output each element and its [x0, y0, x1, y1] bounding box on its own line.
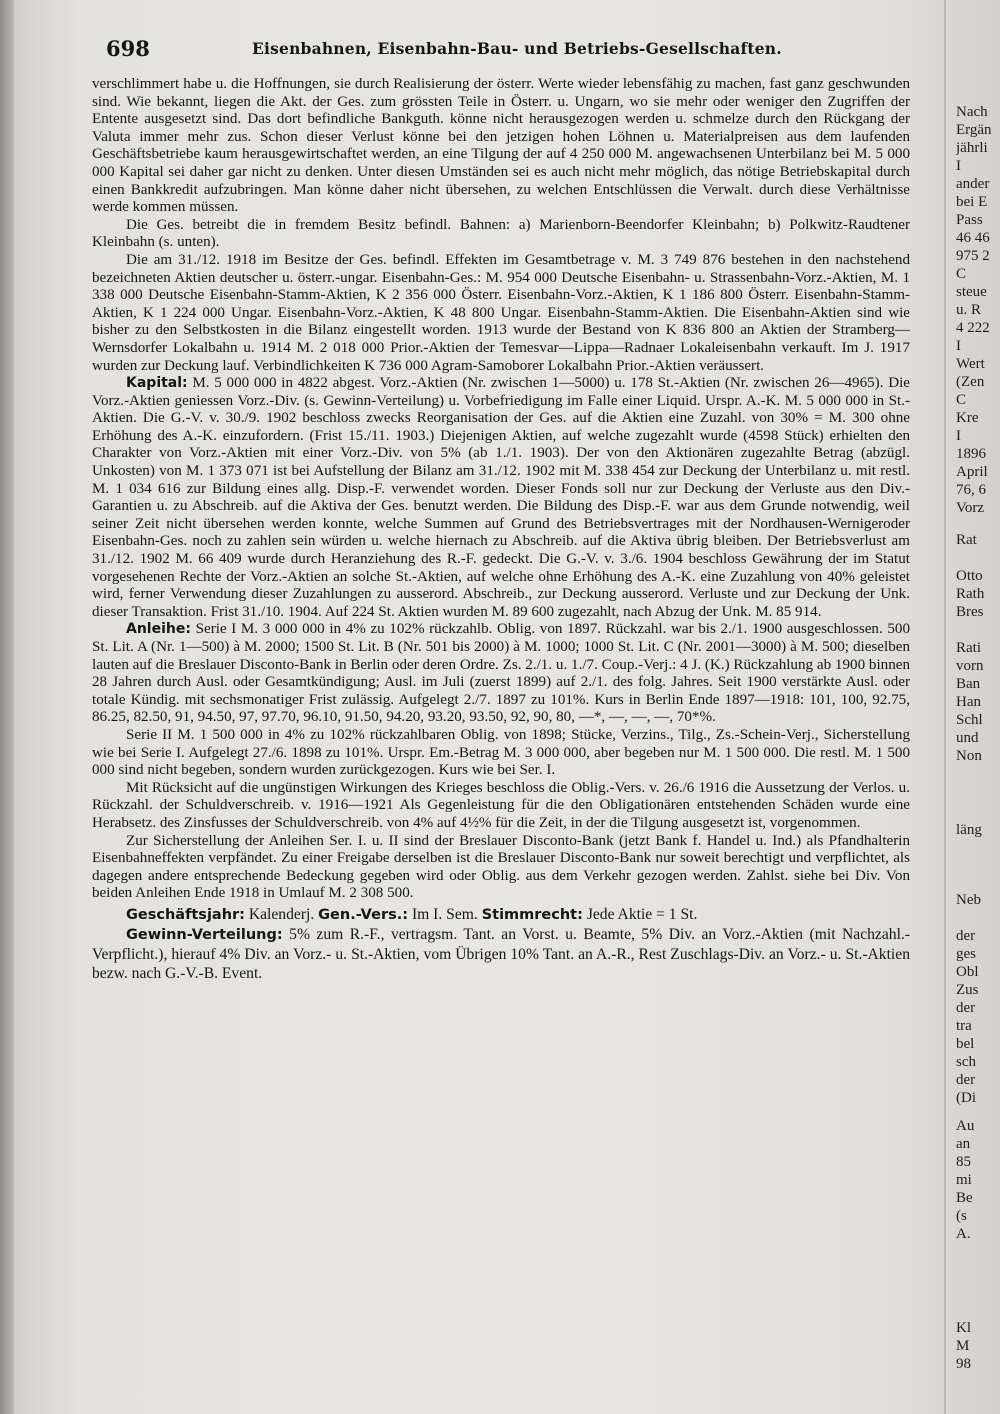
page-header: [92, 30, 910, 64]
paragraph-sicherstellung: [92, 833, 910, 903]
adjacent-text-fragment: Zus: [956, 982, 979, 998]
adjacent-text-fragment: Non: [956, 748, 982, 764]
adjacent-text-fragment: C: [956, 266, 967, 282]
paragraph-text: verschlimmert habe u. die Hoffnungen, sie durch Realisierung der österr. Werte wieder lebensfähig zu machen, fast ganz geschwunden sind. Wie bekannt, liegen die Akt. der Ges. zum grössten Teile in Österr. u. Ungarn, wo sie mehr oder weniger den Zugriffen der Entente ausgesetzt sind. Das dort befindliche Bankguth. könne nicht herausgezogen werden u. schmelze durch den Rückgang der Valuta immer mehr zus. Schon dieser Verlust könne bei den jetzigen hohen Löhnen u. Materialpreisen aus dem laufenden Geschäftsbetriebe kaum herausgewirtschaftet werden, an eine Tilgung der auf 4 250 000 M. angewachsenen Unterbilanz bei M. 5 000 000 Kapital sei daher gar nicht zu denken. Unter diesen Umständen sei es auch nicht mehr möglich, das nötige Betriebskapital durch einen Bankkredit aufzubringen. Man könne daher nicht übersehen, zu welchen Entschlüssen die Verwalt. durch diese Verhältnisse werde kommen müssen.: [92, 76, 910, 216]
adjacent-text-fragment: A.: [956, 1226, 971, 1242]
adjacent-page-column: [956, 0, 1000, 1414]
adjacent-text-fragment: 85: [956, 1154, 971, 1170]
label-gen-vers: Gen.-Vers.:: [318, 906, 409, 923]
adjacent-text-fragment: 975 2: [956, 248, 990, 264]
adjacent-text-fragment: Ban: [956, 676, 981, 692]
adjacent-text-fragment: Kl: [956, 1320, 971, 1336]
value-gewinn-verteilung: 5% zum R.-F., vertragsm. Tant. an Vorst. u. Beamte, 5% Div. an Vorz.-Aktien (mit Nachzahl.-Verpflicht.), hierauf 4% Div. an Vorz.- u. St.-Aktien, vom Übrigen 10% Tant. an A.-R., Rest Zuschlags-Div. an Vorz.- u. St.-Aktien bezw. nach G.-V.-B. Event.: [92, 925, 910, 982]
adjacent-text-fragment: an: [956, 1136, 971, 1152]
paragraph-effekten: [92, 252, 910, 375]
adjacent-text-fragment: Ergän: [956, 122, 992, 138]
adjacent-text-fragment: C: [956, 392, 967, 408]
adjacent-text-fragment: der: [956, 928, 976, 944]
main-column: [92, 30, 910, 983]
adjacent-text-fragment: I: [956, 158, 961, 174]
adjacent-text-fragment: 76, 6: [956, 482, 986, 498]
adjacent-text-fragment: Han: [956, 694, 981, 710]
adjacent-text-fragment: Rati: [956, 640, 981, 656]
column-gutter: [944, 0, 946, 1414]
article-body: [92, 76, 910, 983]
adjacent-text-fragment: I: [956, 428, 961, 444]
paragraph-text: Die Ges. betreibt die in fremdem Besitz befindl. Bahnen: a) Marienborn-Beendorfer Kleinbahn; b) Polkwitz-Raudtener Kleinbahn (s. unten).: [92, 216, 910, 251]
adjacent-text-fragment: Pass: [956, 212, 983, 228]
section-label-anleihe: Anleihe:: [126, 621, 191, 638]
adjacent-text-fragment: sch: [956, 1054, 976, 1070]
paragraph-text: Zur Sicherstellung der Anleihen Ser. I. u. II sind der Breslauer Disconto-Bank (jetzt Bank f. Handel u. Ind.) als Pfandhalterin Eisenbahneffekten verpfändet. Zu einer Freigabe derselben ist die Breslauer Disconto-Bank nur soweit berechtigt und verpflichtet, als dagegen andere entsprechende Bedeckung gegeben wird oder Oblig. aus dem Verkehr gezogen werden. Zahlst. siehe bei Div. Von beiden Anleihen Ende 1918 in Umlauf M. 2 308 500.: [92, 832, 910, 902]
adjacent-text-fragment: Kre: [956, 410, 979, 426]
adjacent-text-fragment: Au: [956, 1118, 975, 1134]
paragraph-anleihe: [92, 621, 910, 727]
paragraph-continuation: [92, 76, 910, 217]
section-label-kapital: Kapital:: [126, 375, 188, 392]
meta-line: [92, 905, 910, 925]
adjacent-text-fragment: April: [956, 464, 988, 480]
gewinn-line: [92, 925, 910, 983]
paragraph-text: Mit Rücksicht auf die ungünstigen Wirkungen des Krieges beschloss die Oblig.-Vers. v. 26./6 1916 die Aussetzung der Verlos. u. Rückzahl. der Schuldverschreib. v. 1916—1921 Als Gegenleistung für die den Obligationären entstehenden Schäden wurde eine Herabsetz. des Zinsfusses der Schuldverschreib. von 4% auf 4½% für die Zeit, in der die Tilgung ausgesetzt ist, vorgenommen.: [92, 779, 910, 831]
adjacent-text-fragment: vorn: [956, 658, 984, 674]
paragraph-text: Serie II M. 1 500 000 in 4% zu 102% rückzahlbaren Oblig. von 1898; Stücke, Verzins., Tilg., Zs.-Schein-Verj., Sicherstellung wie bei Serie I. Aufgelegt 27./6. 1898 zu 101%. Urspr. Em.-Betrag M. 3 000 000, aber begeben nur M. 1 500 000. Die restl. M. 1 500 000 sind nicht begeben, sondern wurden zurückgezogen. Kurs wie bei Ser. I.: [92, 726, 910, 779]
adjacent-text-fragment: Rat: [956, 532, 977, 548]
value-stimmrecht: Jede Aktie = 1 St.: [586, 905, 698, 923]
running-title: Eisenbahnen, Eisenbahn-Bau- und Betriebs-Gesellschaften.: [252, 39, 782, 58]
adjacent-text-fragment: Otto: [956, 568, 983, 584]
paragraph-kapital: [92, 375, 910, 621]
paragraph-text: Die am 31./12. 1918 im Besitze der Ges. befindl. Effekten im Gesamtbetrage v. M. 3 749 876 bestehen in den nachstehend bezeichneten Aktien deutscher u. österr.-ungar. Eisenbahn-Ges.: M. 954 000 Deutsche Eisenbahn- u. Strassenbahn-Vorz.-Aktien, M. 1 338 000 Deutsche Eisenbahn-Stamm-Aktien, K 2 356 000 Österr. Eisenbahn-Vorz.-Aktien, K 1 186 800 Österr. Eisenbahn-Stamm-Aktien, K 1 224 000 Ungar. Eisenbahn-Vorz.-Aktien, K 48 800 Ungar. Eisenbahn-Stamm-Aktien. Die Eisenbahn-Aktien sind wie bisher zu den Selbstkosten in die Bilanz eingestellt worden. 1913 wurde der Bestand von K 836 800 an Aktien der Stramberg—Wernsdorfer Lokalbahn u. 1914 M. 2 018 000 Prior.-Aktien der Temesvar—Lippa—Radnaer Lokaleisenbahn verkauft. Im J. 1917 wurden zur Deckung lauf. Verbindlichkeiten K 736 000 Agram-Samoborer Lokalbahn Prior.-Aktien veräussert.: [92, 251, 910, 374]
adjacent-text-fragment: ges: [956, 946, 976, 962]
binding-shadow: [0, 0, 14, 1414]
adjacent-text-fragment: I: [956, 338, 961, 354]
adjacent-text-fragment: Vorz: [956, 500, 985, 516]
adjacent-text-fragment: (s: [956, 1208, 967, 1224]
adjacent-text-fragment: und: [956, 730, 979, 746]
adjacent-text-fragment: jährli: [956, 140, 988, 156]
meta-block: [92, 905, 910, 983]
adjacent-text-fragment: ander: [956, 176, 990, 192]
adjacent-text-fragment: (Di: [956, 1090, 976, 1106]
adjacent-text-fragment: 46 46: [956, 230, 990, 246]
paragraph-text: Serie I M. 3 000 000 in 4% zu 102% rückzahlb. Oblig. von 1897. Rückzahl. war bis 2./1. 1900 ausgeschlossen. 500 St. Lit. A (Nr. 1—500) à M. 2000; 1500 St. Lit. B (Nr. 501 bis 2000) à M. 1000; 1000 St. Lit. C (Nr. 2001—3000) à M. 500; dieselben lauten auf die Breslauer Disconto-Bank in Berlin oder deren Ordre. Zs. 2./1. u. 1./7. Coup.-Verj.: 4 J. (K.) Rückzahlung ab 1900 binnen 28 Jahren durch Ausl. oder Gesamtkündigung; Ausl. im Juli (zuerst 1899) auf 2./1. des folg. Jahres. Seit 1900 verstärkte Ausl. oder totale Kündig. mit sechsmonatiger Frist zulässig. Aufgelegt 2./7. 1897 zu 101%. Kurs in Berlin Ende 1897—1918: 101, 100, 92.75, 86.25, 82.50, 91, 94.50, 97, 97.70, 96.10, 91.50, 94.20, 93.20, 93.50, 92, 90, 80, —*, —, —, —, 70*%.: [92, 621, 910, 726]
adjacent-text-fragment: Obl: [956, 964, 979, 980]
adjacent-text-fragment: Neb: [956, 892, 981, 908]
adjacent-text-fragment: (Zen: [956, 374, 985, 390]
adjacent-text-fragment: Nach: [956, 104, 988, 120]
label-geschaeftsjahr: Geschäftsjahr:: [126, 906, 245, 923]
page-number: 698: [106, 36, 150, 61]
adjacent-text-fragment: Wert: [956, 356, 985, 372]
value-geschaeftsjahr: Kalenderj.: [248, 905, 315, 923]
label-stimmrecht: Stimmrecht:: [481, 906, 583, 923]
adjacent-text-fragment: Bres: [956, 604, 984, 620]
adjacent-text-fragment: 1896: [956, 446, 986, 462]
adjacent-text-fragment: läng: [956, 822, 982, 838]
adjacent-text-fragment: u. R: [956, 302, 982, 318]
paragraph-krieg: [92, 780, 910, 833]
adjacent-text-fragment: der: [956, 1000, 976, 1016]
adjacent-text-fragment: der: [956, 1072, 976, 1088]
adjacent-text-fragment: 98: [956, 1356, 971, 1372]
adjacent-text-fragment: mi: [956, 1172, 972, 1188]
paragraph-bahnen: [92, 217, 910, 252]
adjacent-text-fragment: M: [956, 1338, 970, 1354]
label-gewinn-verteilung: Gewinn-Verteilung:: [126, 926, 283, 943]
adjacent-text-fragment: tra: [956, 1018, 972, 1034]
paragraph-serie-ii: [92, 727, 910, 780]
adjacent-text-fragment: Rath: [956, 586, 985, 602]
adjacent-text-fragment: bei E: [956, 194, 988, 210]
adjacent-text-fragment: Be: [956, 1190, 973, 1206]
paragraph-text: M. 5 000 000 in 4822 abgest. Vorz.-Aktien (Nr. zwischen 1—5000) u. 178 St.-Aktien (Nr. zwischen 26—4965). Die Vorz.-Aktien geniessen Vorz.-Div. (s. Gewinn-Verteilung) u. Vorbefriedigung im Falle einer Liquid. Urspr. A.-K. M. 5 000 000 in St.-Aktien. Die G.-V. v. 30./9. 1902 beschloss zwecks Reorganisation der Ges. auf die Aktien eine Zuzahl. von 30% = M. 300 ohne Erhöhung des A.-K. einzufordern. (Frist 15./11. 1903.) Diejenigen Aktien, auf welche zugezahlt wurde (4598 Stück) erhielten den Charakter von Vorz.-Aktien mit einer Vorz.-Div. von 5% (ab 1./1. 1903). Der von den Aktionären zugezahlte Betrag (abzügl. Unkosten) von M. 1 373 071 ist bei Aufstellung der Bilanz am 31./12. 1902 mit M. 338 454 zur Deckung der Unterbilanz u. mit restl. M. 1 034 616 zur Bildung eines allg. Disp.-F. verwendet worden. Dieser Fonds soll nur zur Deckung der Verluste aus den Div.-Garantien u. zu Abschreib. auf die Aktiva der Ges. benutzt werden. Die Bildung des Disp.-F. war aus dem Grunde notwendig, weil seiner Zeit nicht übersehen werden konnte, welche Summen auf Grund des Betriebsvertrages mit der Nordhausen-Wernigeroder Eisenbahn-Ges. noch zu zahlen sein würden u. welche hiernach zu Abschreib. auf die Aktiva übrig bleiben. Der Betriebsverlust am 31./12. 1902 M. 66 409 wurde durch Heranziehung des R.-F. gedeckt. Die G.-V. v. 3./6. 1904 beschloss Gewährung der im Statut vorgesehenen Rechte der Vorz.-Aktien an solche St.-Aktien, auf welche ohne Erhöhung des A.-K. eine Zuzahlung von 40% geleistet wird, ferner Verwendung dieser Zuzahlungen zu ausserord. Abschreib., zur Deckung ausserord. Verluste und zur Deckung der Unk. dieser Transaktion. Frist 31./10. 1904. Auf 224 St. Aktien wurden M. 89 600 zugezahlt, nach Abzug der Unk. M. 85 914.: [92, 375, 910, 620]
adjacent-text-fragment: 4 222: [956, 320, 990, 336]
adjacent-text-fragment: Schl: [956, 712, 983, 728]
adjacent-text-fragment: bel: [956, 1036, 975, 1052]
value-gen-vers: Im I. Sem.: [411, 905, 478, 923]
adjacent-text-fragment: steue: [956, 284, 987, 300]
